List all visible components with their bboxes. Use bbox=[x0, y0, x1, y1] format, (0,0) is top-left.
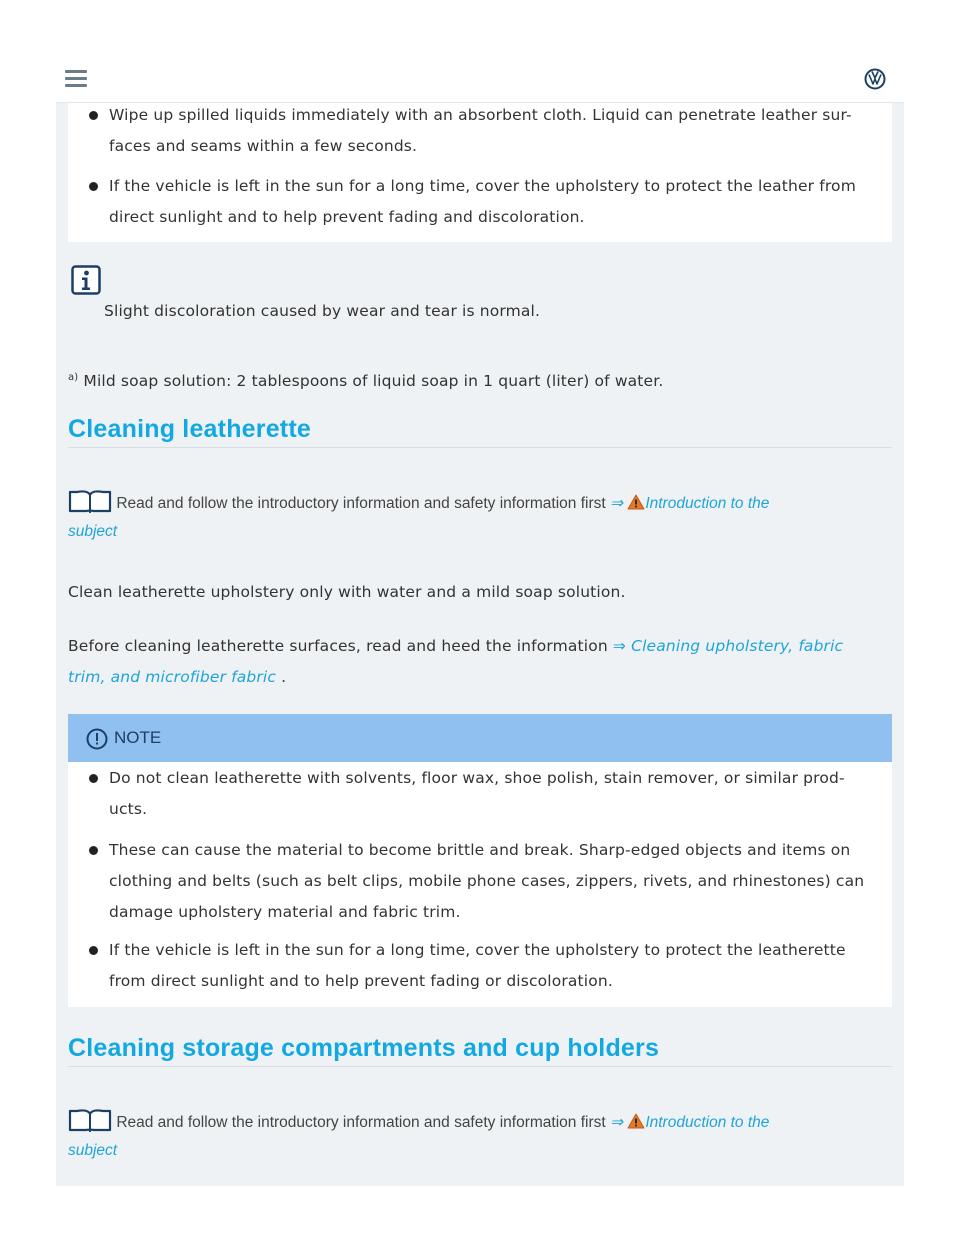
paragraph-text: Before cleaning leatherette surfaces, read and heed the information bbox=[68, 637, 608, 655]
note-label: NOTE bbox=[114, 728, 162, 747]
footnote-marker: a) bbox=[68, 372, 79, 383]
footnote-text: Mild soap solution: 2 tablespoons of liquid soap in 1 quart (liter) of water. bbox=[83, 372, 664, 391]
bullet-dot bbox=[89, 182, 98, 191]
top-list-box bbox=[68, 103, 892, 242]
paragraph: Clean leatherette upholstery only with water and a mild soap solution. bbox=[68, 583, 626, 601]
top-bar bbox=[56, 0, 904, 103]
manual-page bbox=[56, 0, 904, 1186]
introduction-link-cont[interactable]: subject bbox=[68, 523, 118, 540]
text-line: ucts. bbox=[109, 800, 148, 818]
text-line: Wipe up spilled liquids immediately with an absorbent cloth. Liquid can penetrate leather sur- bbox=[109, 106, 852, 124]
list-item-text bbox=[109, 171, 879, 233]
text-line: If the vehicle is left in the sun for a long time, cover the upholstery to protect the leather from bbox=[109, 177, 856, 195]
intro-text: Read and follow the introductory information and safety information first bbox=[116, 1114, 606, 1131]
warning-icon bbox=[627, 494, 645, 510]
intro-text: Read and follow the introductory information and safety information first bbox=[116, 495, 606, 512]
intro-reference bbox=[68, 1108, 894, 1165]
book-icon bbox=[68, 489, 112, 513]
text-line: These can cause the material to become brittle and break. Sharp-edged objects and items on bbox=[109, 841, 851, 859]
footnote bbox=[68, 362, 663, 397]
text-line: clothing and belts (such as belt clips, mobile phone cases, zippers, rivets, and rhinestones) can bbox=[109, 872, 865, 890]
note-body bbox=[68, 762, 892, 1007]
text-line: from direct sunlight and to help prevent fading or discoloration. bbox=[109, 972, 613, 990]
text-line: damage upholstery material and fabric trim. bbox=[109, 903, 461, 921]
vw-logo-icon[interactable] bbox=[864, 68, 886, 90]
info-icon bbox=[71, 265, 101, 295]
bullet-dot bbox=[89, 946, 98, 955]
paragraph bbox=[68, 631, 894, 693]
reference-arrow: ⇒ bbox=[610, 495, 623, 512]
text-line: If the vehicle is left in the sun for a long time, cover the upholstery to protect the leatherette bbox=[109, 941, 846, 959]
list-item-text bbox=[109, 835, 879, 928]
divider bbox=[68, 447, 892, 448]
book-icon bbox=[68, 1108, 112, 1132]
warning-icon bbox=[627, 1113, 645, 1129]
text-line: direct sunlight and to help prevent fading and discoloration. bbox=[109, 208, 585, 226]
section-heading: Cleaning storage compartments and cup holders bbox=[68, 1034, 660, 1062]
bullet-dot bbox=[89, 774, 98, 783]
bullet-dot bbox=[89, 111, 98, 120]
note-header bbox=[68, 714, 892, 762]
reference-arrow: ⇒ bbox=[610, 1114, 623, 1131]
hamburger-menu-icon[interactable] bbox=[65, 70, 87, 88]
divider bbox=[68, 1066, 892, 1067]
paragraph-end: . bbox=[276, 668, 287, 686]
introduction-link-cont[interactable]: subject bbox=[68, 1142, 118, 1159]
list-item-text bbox=[109, 100, 879, 162]
text-line: Do not clean leatherette with solvents, floor wax, shoe polish, stain remover, or similar prod- bbox=[109, 769, 845, 787]
cleaning-upholstery-link[interactable]: ⇒ Cleaning upholstery, fabric bbox=[612, 637, 844, 655]
cleaning-upholstery-link-cont[interactable]: trim, and microfiber fabric bbox=[68, 668, 277, 686]
notice-icon bbox=[86, 728, 108, 750]
intro-reference bbox=[68, 489, 894, 546]
introduction-link[interactable]: Introduction to the bbox=[645, 1114, 770, 1131]
list-item-text bbox=[109, 763, 879, 825]
introduction-link[interactable]: Introduction to the bbox=[645, 495, 770, 512]
info-note-text: Slight discoloration caused by wear and tear is normal. bbox=[104, 302, 541, 320]
section-heading: Cleaning leatherette bbox=[68, 415, 311, 443]
text-line: faces and seams within a few seconds. bbox=[109, 137, 418, 155]
bullet-dot bbox=[89, 846, 98, 855]
list-item-text bbox=[109, 935, 879, 997]
